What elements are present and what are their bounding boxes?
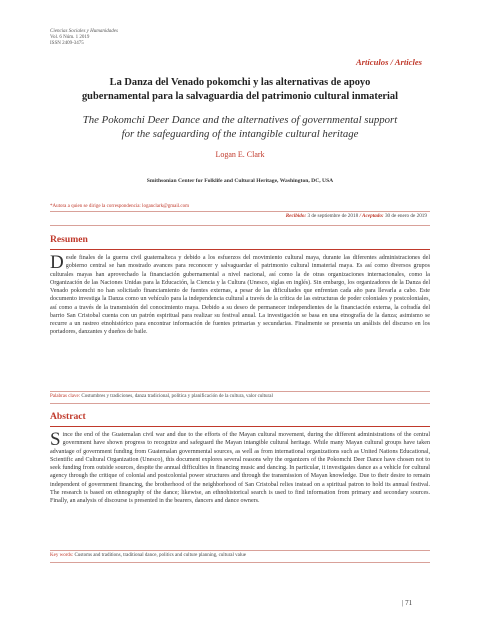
abstract-body xyxy=(50,431,430,505)
keywords-label: Key words: xyxy=(50,553,74,558)
journal-header xyxy=(50,29,118,48)
keywords-text: Costumbres y tradiciones, danza tradicional, política y planificación de la cultura, valor cultural xyxy=(81,394,273,399)
resumen-body xyxy=(50,254,430,337)
journal-name: Ciencias Sociales y Humanidades xyxy=(50,29,118,34)
divider xyxy=(50,403,430,404)
abstract-heading: Abstract xyxy=(50,411,86,422)
article-dates xyxy=(286,213,427,219)
divider xyxy=(50,225,430,226)
title-english-line-2: for the safeguarding of the intangible cultural heritage xyxy=(121,128,359,140)
correspondence-note: *Autora a quien se dirige la correspondencia: loganclark@gmail.com xyxy=(50,204,189,209)
divider xyxy=(50,211,430,212)
abstract-rule xyxy=(50,426,430,427)
resumen-heading: Resumen xyxy=(50,234,88,245)
abstract-text: ince the end of the Guatemalan civil war and due to the efforts of the Mayan cultural movement, during the different administrations of the central government have shown progress to recognize and safeguard the Mayan intangible cultural heritage. While many Mayan cultural groups have taken advantage of government funding from Guatemalan governmental sources, as well as from international organizations such as United Nations Educational, Scientific and Cultural Organization (Unesco), this document explores several reasons why the organizers of the Pokomchi Deer Dance have chosen not to seek funding from outside sources, despite the annual difficulties in financing music and dancing. In particular, it investigates dance as a vehicle for cultural agency through the critique of colonial and postcolonial power structures and through the transmission of Mayan knowledge. Due to their desire to remain independent of government financing, the brotherhood of the neighborhood of San Cristobal relies instead on a spiritual patron to hold its annual festival. The research is based on ethnography of the dance; likewise, an ethnohistorical search is used to find information from primary and secondary sources. Finally, an analysis of discourse is presented in the bearers, dancers and dance owners. xyxy=(50,432,430,504)
received-date: 3 de septiembre de 2018 xyxy=(307,213,359,219)
divider xyxy=(50,391,430,392)
title-english xyxy=(50,113,430,141)
keywords-label: Palabras clave: xyxy=(50,394,81,399)
received-label: Recibido: xyxy=(285,213,307,219)
keywords-text: Customs and traditions, traditional dance, politics and culture planning, cultural value xyxy=(74,553,246,558)
date-separator: / xyxy=(359,213,363,219)
divider xyxy=(50,562,430,563)
title-english-line-1: The Pokomchi Deer Dance and the alternatives of governmental support xyxy=(82,114,398,126)
page-number: | 71 xyxy=(402,599,413,607)
journal-issn: ISSN 2409-3475 xyxy=(50,41,84,47)
title-spanish-line-2: gubernamental para la salvaguardia del patrimonio cultural inmaterial xyxy=(81,91,399,102)
resumen-keywords xyxy=(50,394,273,399)
author-name: Logan E. Clark xyxy=(215,150,265,159)
abstract-keywords xyxy=(50,553,246,558)
accepted-date: 30 de enero de 2019 xyxy=(384,213,427,219)
author-affiliation: Smithsonian Center for Folklife and Cultural Heritage, Washington, DC, USA xyxy=(146,178,334,184)
resumen-dropcap: D xyxy=(50,252,64,273)
resumen-text: esde finales de la guerra civil guatemalteca y debido a los esfuerzos del movimiento cultural maya, durante las diferentes administraciones del gobierno central se han mostrado avances para reconocer y salvaguardar el patrimonio cultural inmaterial maya. Es así como diversos grupos culturales mayas han aprovechado la financiación gubernamental a nivel nacional, así como la de otras organizaciones internacionales, como la Organización de las Naciones Unidas para la Educación, la Ciencia y la Cultura (Unesco, siglas en inglés). Sin embargo, los organizadores de la Danza del Venado pokomchi no han solicitado financiamiento de fuentes externas, a pesar de las dificultades que enfrentan cada año para llevarla a cabo. Este documento investiga la Danza como un vehículo para la independencia cultural a través de la crítica de las estructuras de poder coloniales y postcoloniales, así como a través de la transmisión del conocimiento maya. Debido a su deseo de permanecer independientes de la financiación externa, la cofradía del barrio San Cristobal cuenta con un patrón espiritual para realizar su festival anual. La investigación se basa en una etnografía de la danza; asimismo se recurre a un rastreo etnohistórico para encontrar información de fuentes primarias y secundarias. Finalmente se presenta un análisis del discurso en los portadores, danzantes y dueños de baile. xyxy=(50,255,430,336)
accepted-label: Aceptado: xyxy=(362,213,384,219)
abstract-dropcap: S xyxy=(50,429,61,450)
journal-volume: Vol. 6 Núm. 1 2019 xyxy=(50,35,90,41)
section-tag: Artículos / Articles xyxy=(355,57,422,67)
resumen-rule xyxy=(50,249,430,250)
divider xyxy=(50,550,430,551)
title-spanish xyxy=(50,76,430,104)
title-spanish-line-1: La Danza del Venado pokomchi y las alternativas de apoyo xyxy=(109,77,371,88)
